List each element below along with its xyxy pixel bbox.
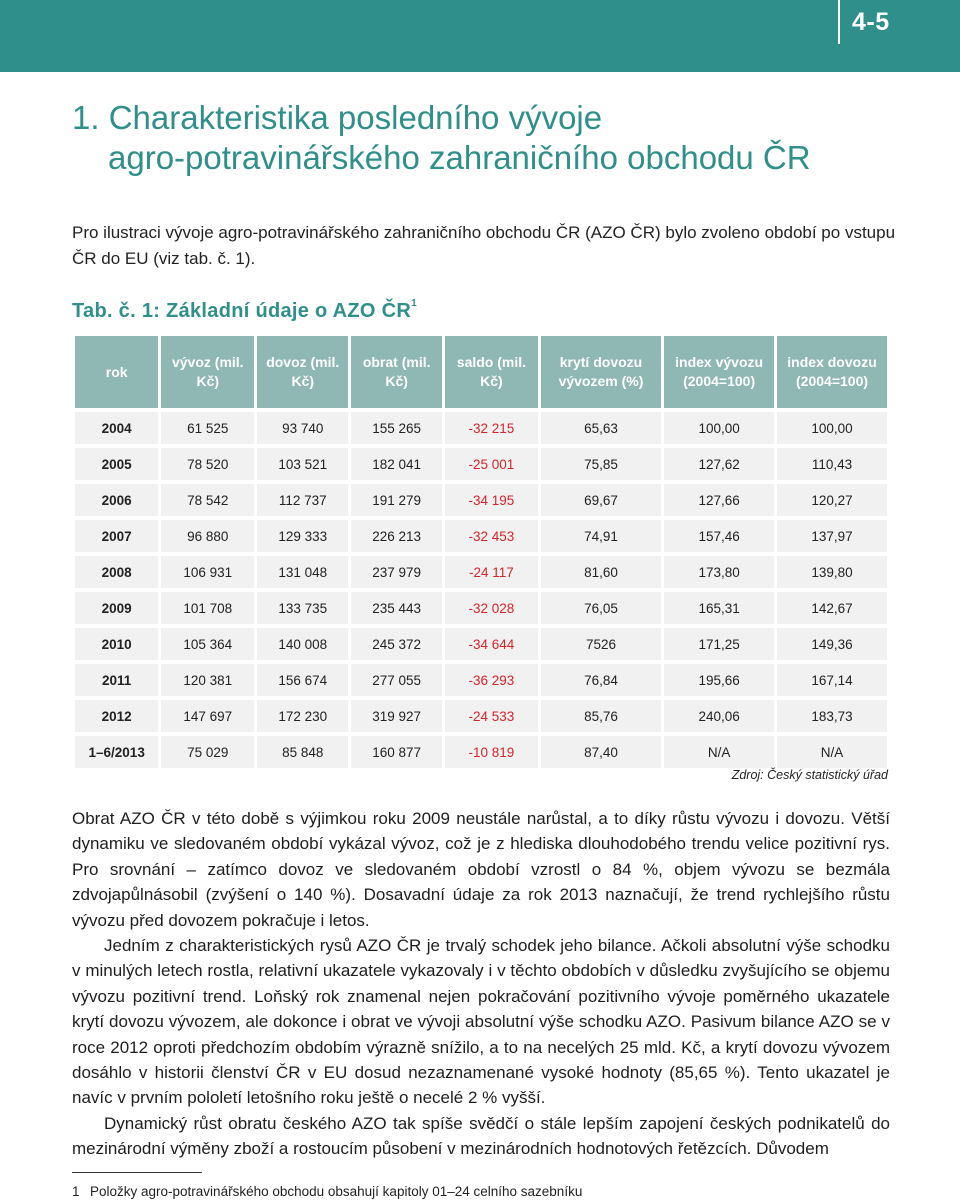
table-cell: 7526 [541, 628, 661, 660]
chapter-title-line-2: agro-potravinářského zahraničního obchodu ČR [108, 139, 811, 176]
footnote-rule [72, 1172, 202, 1173]
body-paragraph-1: Obrat AZO ČR v této době s výjimkou roku 2009 neustále narůstal, a to díky růstu vývozu i dovozu. Větší dynamiku ve sledovaném období vykázal vývoz, což je z hlediska dlouhodobého trendu velice pozitivní rys. Pro srovnání – zatímco dovoz ve sledovaném období vzrostl o 84 %, objem vývozu se bezmála zdvojapůlnásobil (zvýšení o 140 %). Dosavadní údaje za rok 2013 naznačují, že trend rychlejšího růstu vývozu před dovozem pokračuje i letos. [72, 809, 890, 930]
table-cell: 172 230 [257, 700, 348, 732]
footnote-text: Položky agro-potravinářského obchodu obsahují kapitoly 01–24 celního sazebníku [90, 1184, 583, 1199]
table-row [75, 700, 887, 732]
table-cell: 61 525 [161, 412, 254, 444]
table-cell: 101 708 [161, 592, 254, 624]
column-header: index vývozu (2004=100) [664, 336, 774, 408]
table-cell: 147 697 [161, 700, 254, 732]
saldo-cell: -32 215 [445, 412, 538, 444]
table-cell: 81,60 [541, 556, 661, 588]
table-caption-text: Tab. č. 1: Základní údaje o AZO ČR [72, 300, 412, 322]
table-cell: 240,06 [664, 700, 774, 732]
table-cell: 120 381 [161, 664, 254, 696]
year-cell: 2012 [75, 700, 158, 732]
column-header: vývoz (mil. Kč) [161, 336, 254, 408]
table-cell: 127,62 [664, 448, 774, 480]
table-cell: 76,05 [541, 592, 661, 624]
table-source: Zdroj: Český statistický úřad [731, 768, 888, 782]
table-caption [72, 300, 417, 323]
table-cell: 235 443 [351, 592, 442, 624]
year-cell: 2009 [75, 592, 158, 624]
header-separator [838, 0, 840, 44]
page-number: 4-5 [852, 8, 890, 36]
table-cell: 142,67 [777, 592, 887, 624]
table-cell: 226 213 [351, 520, 442, 552]
table-cell: 112 737 [257, 484, 348, 516]
table-cell: 69,67 [541, 484, 661, 516]
table-cell: 75,85 [541, 448, 661, 480]
body-text [72, 806, 890, 1162]
chapter-title-line-1: 1. Charakteristika posledního vývoje [72, 99, 603, 136]
table-cell: 85,76 [541, 700, 661, 732]
table-row [75, 736, 887, 768]
table-row [75, 484, 887, 516]
year-cell: 2004 [75, 412, 158, 444]
table-cell: 93 740 [257, 412, 348, 444]
year-cell: 2010 [75, 628, 158, 660]
table-cell: 149,36 [777, 628, 887, 660]
column-header: krytí dovozu vývozem (%) [541, 336, 661, 408]
column-header: saldo (mil. Kč) [445, 336, 538, 408]
table-cell: 106 931 [161, 556, 254, 588]
table-row [75, 556, 887, 588]
footnote [72, 1184, 582, 1199]
table-row [75, 412, 887, 444]
table-cell: 78 520 [161, 448, 254, 480]
table-cell: 103 521 [257, 448, 348, 480]
table-body [75, 412, 887, 768]
table-cell: 74,91 [541, 520, 661, 552]
top-header-bar [0, 0, 960, 72]
table-cell: 140 008 [257, 628, 348, 660]
table-cell: 129 333 [257, 520, 348, 552]
saldo-cell: -34 644 [445, 628, 538, 660]
table-cell: 245 372 [351, 628, 442, 660]
table-cell: 157,46 [664, 520, 774, 552]
table-cell: 105 364 [161, 628, 254, 660]
table-cell: 191 279 [351, 484, 442, 516]
table-cell: 127,66 [664, 484, 774, 516]
saldo-cell: -24 533 [445, 700, 538, 732]
column-header: obrat (mil. Kč) [351, 336, 442, 408]
table-row [75, 664, 887, 696]
azo-data-table [72, 332, 890, 772]
table-cell: 76,84 [541, 664, 661, 696]
year-cell: 2007 [75, 520, 158, 552]
footnote-number: 1 [72, 1184, 80, 1199]
column-header: rok [75, 336, 158, 408]
table-row [75, 628, 887, 660]
saldo-cell: -32 028 [445, 592, 538, 624]
year-cell: 2008 [75, 556, 158, 588]
table-cell: 167,14 [777, 664, 887, 696]
table-cell: 137,97 [777, 520, 887, 552]
table-cell: 171,25 [664, 628, 774, 660]
table-cell: 139,80 [777, 556, 887, 588]
year-cell: 2005 [75, 448, 158, 480]
saldo-cell: -10 819 [445, 736, 538, 768]
saldo-cell: -36 293 [445, 664, 538, 696]
year-cell: 2011 [75, 664, 158, 696]
table-cell: 155 265 [351, 412, 442, 444]
table-cell: 165,31 [664, 592, 774, 624]
table-cell: 133 735 [257, 592, 348, 624]
year-cell: 2006 [75, 484, 158, 516]
saldo-cell: -25 001 [445, 448, 538, 480]
table-cell: 120,27 [777, 484, 887, 516]
table-row [75, 520, 887, 552]
table-row [75, 448, 887, 480]
table-cell: 87,40 [541, 736, 661, 768]
table-row [75, 592, 887, 624]
body-paragraph-3: Dynamický růst obratu českého AZO tak spíše svědčí o stále lepším zapojení českých podnikatelů do mezinárodní výměny zboží a rostoucím působení v mezinárodních hodnotových řetězcích. Důvodem [72, 1113, 890, 1159]
table-cell: 319 927 [351, 700, 442, 732]
table-cell: 100,00 [777, 412, 887, 444]
table-cell: 160 877 [351, 736, 442, 768]
table-cell: 85 848 [257, 736, 348, 768]
table-cell: 237 979 [351, 556, 442, 588]
table-cell: N/A [777, 736, 887, 768]
table-cell: 195,66 [664, 664, 774, 696]
table-cell: 75 029 [161, 736, 254, 768]
body-paragraph-2: Jedním z charakteristických rysů AZO ČR je trvalý schodek jeho bilance. Ačkoli absolutní výše schodku v minulých letech rostla, relativní ukazatele vykazovaly i v těchto obdobích v důsledku zvyšujícího se objemu vývozu pozitivní trend. Loňský rok znamenal nejen pokračování pozitivního vývoje poměrného ukazatele krytí dovozu vývozem, ale dokonce i obrat ve vývoji absolutní výše schodku AZO. Pasivum bilance AZO se v roce 2012 oproti předchozím obdobím výrazně snížilo, a to na necelých 25 mld. Kč, a krytí dovozu vývozem dosáhlo v historii členství ČR v EU dosud nezaznamenané vysoké hodnoty (85,65 %). Tento ukazatel je navíc v prvním pololetí letošního roku ještě o necelé 2 % vyšší. [72, 936, 890, 1108]
column-header: index dovozu (2004=100) [777, 336, 887, 408]
saldo-cell: -24 117 [445, 556, 538, 588]
table-cell: N/A [664, 736, 774, 768]
table-cell: 277 055 [351, 664, 442, 696]
intro-paragraph: Pro ilustraci vývoje agro-potravinářského zahraničního obchodu ČR (AZO ČR) bylo zvoleno období po vstupu ČR do EU (viz tab. č. 1). [72, 223, 896, 268]
table-cell: 182 041 [351, 448, 442, 480]
table-cell: 183,73 [777, 700, 887, 732]
table-caption-footnote-ref: 1 [411, 298, 418, 309]
table-header-row [75, 336, 887, 408]
year-cell: 1–6/2013 [75, 736, 158, 768]
table-cell: 131 048 [257, 556, 348, 588]
table-cell: 65,63 [541, 412, 661, 444]
column-header: dovoz (mil. Kč) [257, 336, 348, 408]
table-cell: 100,00 [664, 412, 774, 444]
chapter-title [72, 98, 932, 178]
table-cell: 78 542 [161, 484, 254, 516]
table-cell: 156 674 [257, 664, 348, 696]
table-cell: 173,80 [664, 556, 774, 588]
saldo-cell: -32 453 [445, 520, 538, 552]
saldo-cell: -34 195 [445, 484, 538, 516]
table-cell: 110,43 [777, 448, 887, 480]
table-cell: 96 880 [161, 520, 254, 552]
